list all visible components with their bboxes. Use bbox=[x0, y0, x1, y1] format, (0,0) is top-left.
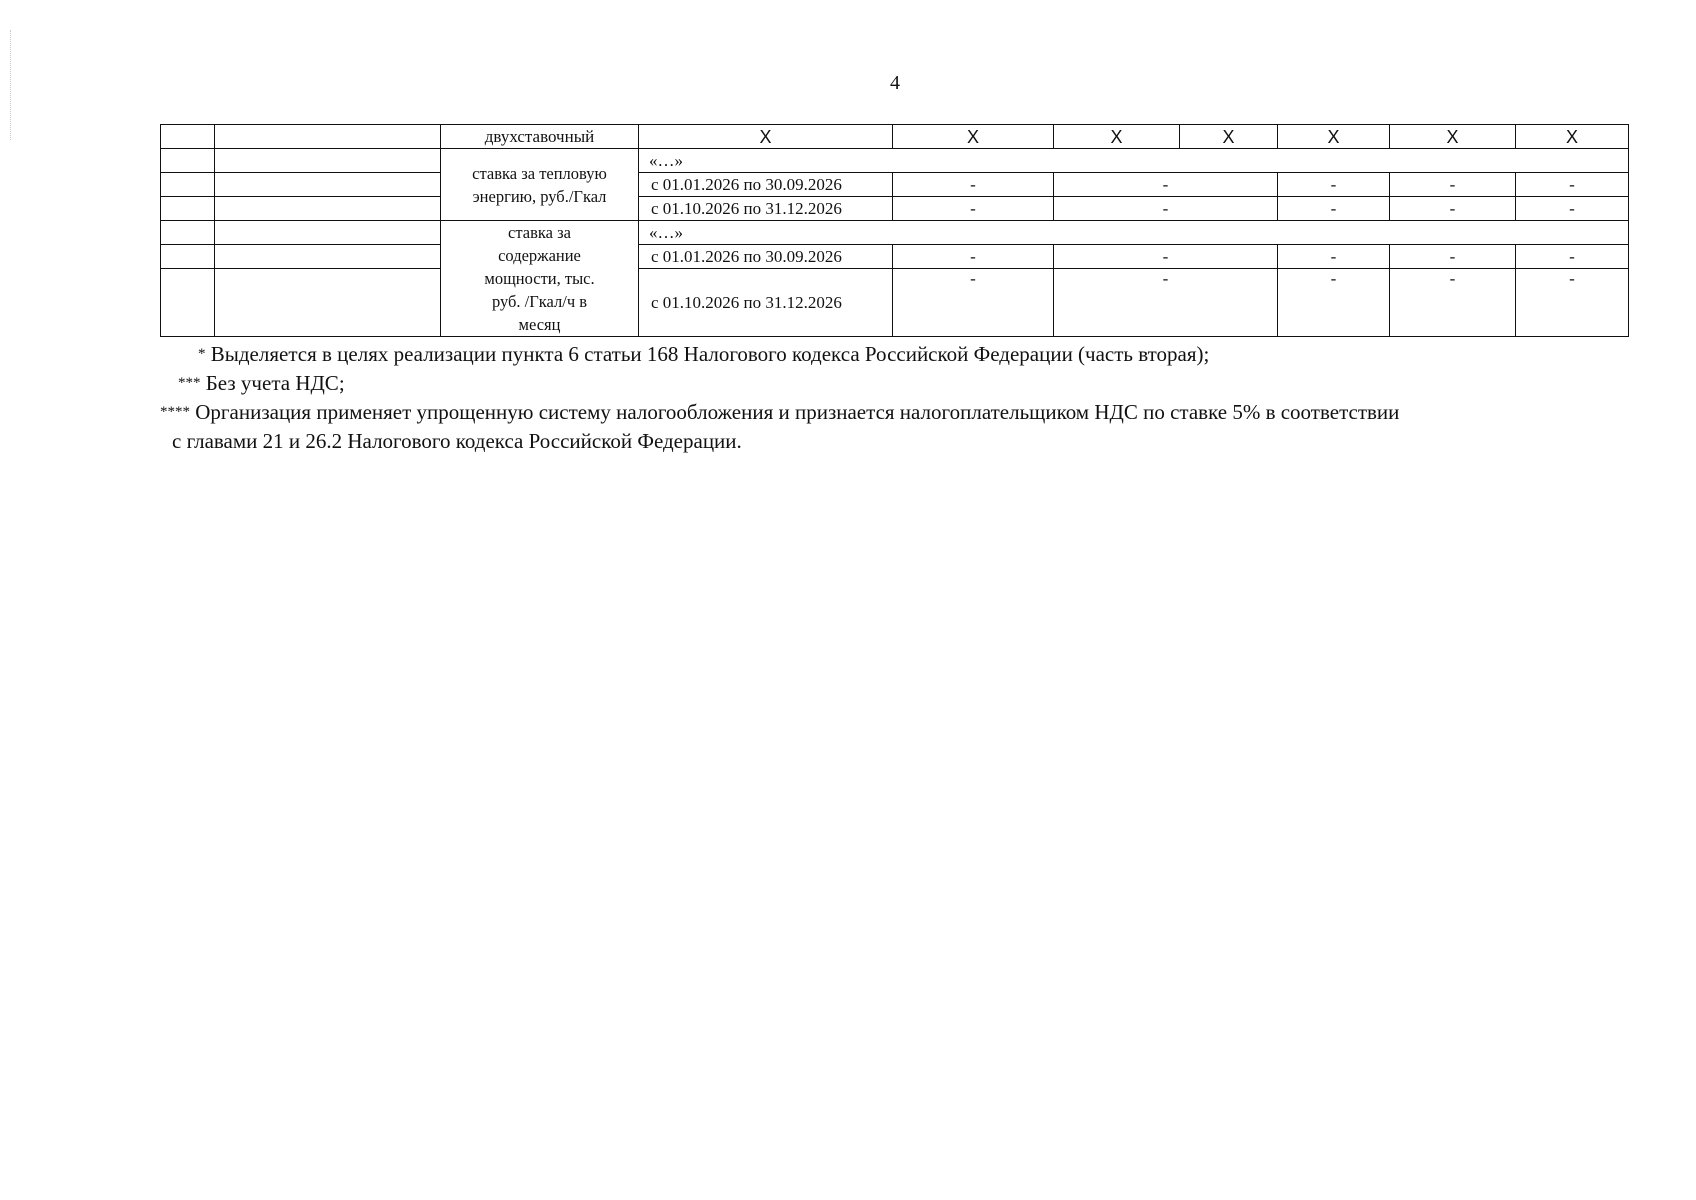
footnote-mark: **** bbox=[160, 404, 190, 420]
cell-value: - bbox=[1054, 173, 1278, 197]
cell-value: - bbox=[893, 173, 1054, 197]
heat-rate-label-line1: ставка за тепловую bbox=[472, 163, 607, 183]
cell-value: - bbox=[1054, 269, 1278, 337]
footnote-simplified-tax bbox=[160, 398, 1640, 427]
cell-value: - bbox=[893, 197, 1054, 221]
table-row-two-part bbox=[161, 125, 1629, 149]
cell-value: - bbox=[1390, 245, 1516, 269]
table-row-heat-period-1 bbox=[161, 173, 1629, 197]
capacity-rate-label-line5: месяц bbox=[518, 315, 561, 334]
cell-value: X bbox=[1390, 125, 1516, 149]
table-row-heat-period-2 bbox=[161, 197, 1629, 221]
cell-number bbox=[161, 245, 215, 269]
footnote-text: Организация применяет упрощенную систему налогообложения и признается налогоплательщиком НДС по ставке 5% в соответствии bbox=[195, 400, 1400, 424]
cell-value: X bbox=[1054, 125, 1180, 149]
cell-number bbox=[161, 221, 215, 245]
cell-period: с 01.10.2026 по 31.12.2026 bbox=[639, 197, 893, 221]
cell-value: - bbox=[1278, 173, 1390, 197]
table-row-heat-continuation bbox=[161, 149, 1629, 173]
table-row-capacity-period-2 bbox=[161, 269, 1629, 337]
cell-number bbox=[161, 269, 215, 337]
cell-value: - bbox=[1516, 173, 1629, 197]
table-row-capacity-continuation bbox=[161, 221, 1629, 245]
cell-value: - bbox=[1278, 269, 1390, 337]
cell-value: - bbox=[1054, 197, 1278, 221]
cell-organization bbox=[215, 173, 441, 197]
cell-value: - bbox=[1278, 197, 1390, 221]
footnote-mark: *** bbox=[178, 375, 201, 391]
page-number: 4 bbox=[890, 72, 900, 94]
cell-value: - bbox=[893, 269, 1054, 337]
cell-number bbox=[161, 125, 215, 149]
cell-organization bbox=[215, 269, 441, 337]
cell-organization bbox=[215, 245, 441, 269]
cell-value: X bbox=[639, 125, 893, 149]
footnote-simplified-tax-continued bbox=[160, 427, 1640, 456]
cell-tariff-type: двухставочный bbox=[441, 125, 639, 149]
capacity-rate-label-line4: руб. /Гкал/ч в bbox=[491, 292, 588, 311]
cell-continuation: «…» bbox=[639, 221, 1629, 245]
cell-organization bbox=[215, 149, 441, 173]
table-row-capacity-period-1 bbox=[161, 245, 1629, 269]
footnote-vat-allocation bbox=[160, 340, 1640, 369]
cell-organization bbox=[215, 125, 441, 149]
cell-value: - bbox=[893, 245, 1054, 269]
cell-value: - bbox=[1390, 173, 1516, 197]
footnote-text: с главами 21 и 26.2 Налогового кодекса Российской Федерации. bbox=[172, 429, 742, 453]
cell-value: X bbox=[893, 125, 1054, 149]
cell-organization bbox=[215, 197, 441, 221]
cell-heat-rate-label bbox=[441, 149, 639, 221]
capacity-rate-label-line2: содержание bbox=[498, 246, 581, 265]
cell-value: X bbox=[1180, 125, 1278, 149]
cell-value: - bbox=[1516, 245, 1629, 269]
cell-value: - bbox=[1390, 269, 1516, 337]
capacity-rate-label-line3: мощности, тыс. bbox=[484, 269, 595, 288]
cell-period: с 01.01.2026 по 30.09.2026 bbox=[639, 245, 893, 269]
cell-period: с 01.01.2026 по 30.09.2026 bbox=[639, 173, 893, 197]
tariff-table bbox=[160, 124, 1629, 337]
cell-value: X bbox=[1516, 125, 1629, 149]
footnote-excl-vat bbox=[160, 369, 1640, 398]
heat-rate-label-line2: энергию, руб./Гкал bbox=[472, 186, 607, 206]
cell-value: - bbox=[1054, 245, 1278, 269]
capacity-rate-label-line1: ставка за bbox=[508, 223, 571, 242]
cell-period: с 01.10.2026 по 31.12.2026 bbox=[639, 269, 893, 337]
cell-continuation: «…» bbox=[639, 149, 1629, 173]
cell-organization bbox=[215, 221, 441, 245]
footnotes bbox=[160, 340, 1640, 456]
cell-value: X bbox=[1278, 125, 1390, 149]
cell-value: - bbox=[1516, 269, 1629, 337]
cell-number bbox=[161, 173, 215, 197]
cell-number bbox=[161, 197, 215, 221]
cell-value: - bbox=[1516, 197, 1629, 221]
cell-number bbox=[161, 149, 215, 173]
cell-capacity-rate-label bbox=[441, 221, 639, 337]
cell-value: - bbox=[1390, 197, 1516, 221]
footnote-mark: * bbox=[198, 346, 206, 362]
footnote-text: Выделяется в целях реализации пункта 6 статьи 168 Налогового кодекса Российской Федерации (часть вторая); bbox=[210, 342, 1210, 366]
footnote-text: Без учета НДС; bbox=[205, 371, 345, 395]
cell-value: - bbox=[1278, 245, 1390, 269]
